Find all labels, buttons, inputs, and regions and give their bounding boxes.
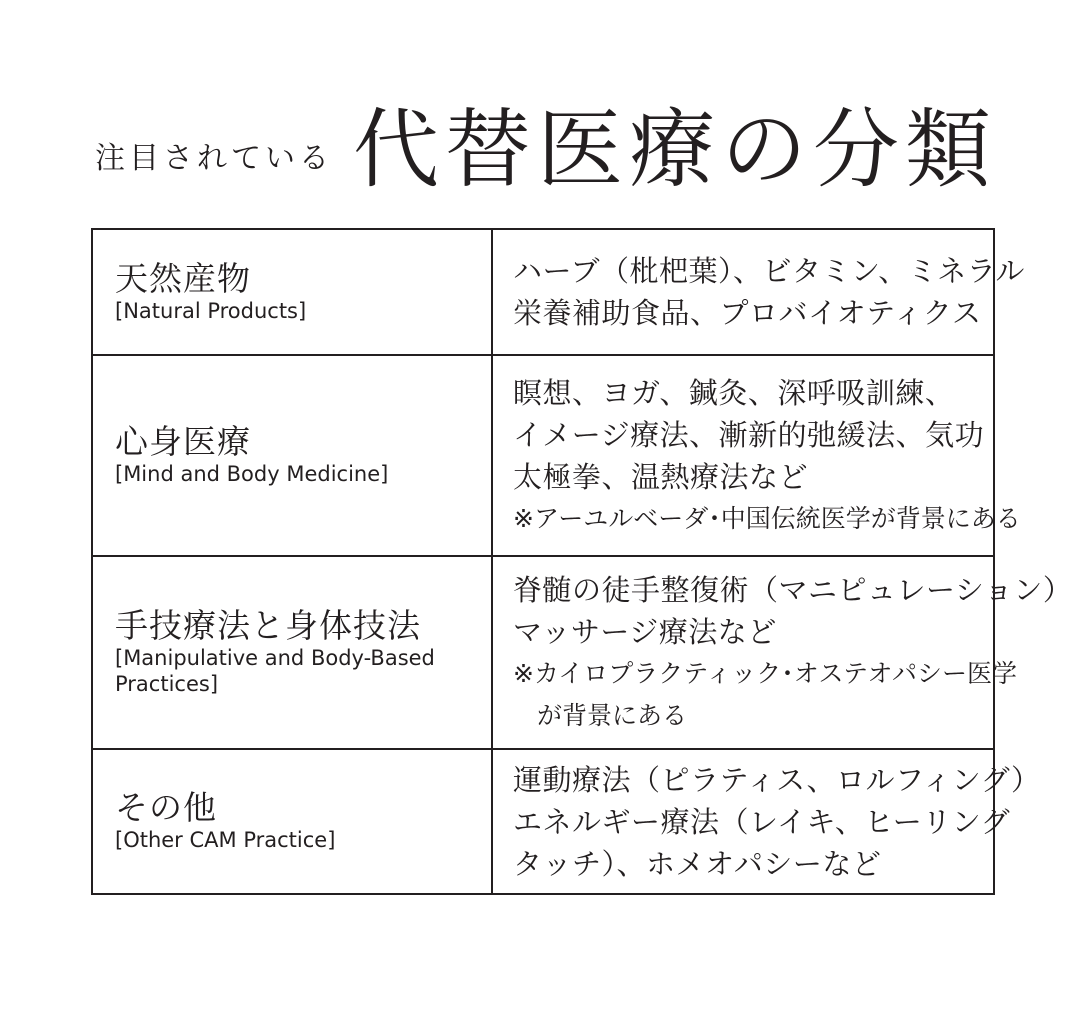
- description-line: 栄養補助食品、プロバイオティクス: [513, 296, 982, 330]
- category-name-en: [Other CAM Practice]: [115, 828, 336, 853]
- table-row: [92, 229, 994, 355]
- category-name-jp: 手技療法と身体技法: [115, 605, 421, 645]
- category-name-jp: 天然産物: [115, 258, 251, 298]
- description-cell: [492, 749, 1041, 894]
- description-line: 太極拳、温熱療法など: [513, 459, 809, 494]
- title-block: [95, 95, 1015, 205]
- page-title: 代替医療の分類: [353, 100, 997, 200]
- description-line: 運動療法（ピラティス、ロルフィング）: [513, 762, 1041, 797]
- description-note: ※アーユルベーダ･中国伝統医学が背景にある: [513, 503, 1021, 533]
- description-cell: [492, 355, 1021, 556]
- table-row: [92, 749, 994, 894]
- description-line: エネルギー療法（レイキ、ヒーリング: [513, 804, 1011, 839]
- category-name-en: [Mind and Body Medicine]: [115, 462, 389, 487]
- description-line: 瞑想、ヨガ、鍼灸、深呼吸訓練、: [513, 375, 955, 410]
- description-line: マッサージ療法など: [513, 614, 777, 649]
- category-name-jp: 心身医療: [115, 422, 251, 462]
- description-note: が背景にある: [537, 700, 688, 730]
- description-cell: [492, 229, 1025, 355]
- table-row: [92, 556, 994, 749]
- table-row: [92, 355, 994, 556]
- cam-classification-table: [91, 228, 1073, 895]
- page-subtitle: 注目されている: [95, 141, 333, 176]
- category-cell: [92, 749, 492, 894]
- category-cell: [92, 556, 492, 749]
- description-cell: [492, 556, 1073, 749]
- category-name-en: [Manipulative and Body-Based Practices]: [115, 645, 435, 697]
- description-line: ハーブ（枇杷葉）、ビタミン、ミネラル: [513, 254, 1025, 288]
- category-name-en: [Natural Products]: [115, 298, 307, 323]
- description-line: タッチ）、ホメオパシーなど: [513, 846, 882, 881]
- category-cell: [92, 229, 492, 355]
- category-name-jp: その他: [115, 788, 217, 828]
- description-note: ※カイロプラクティック･オステオパシー医学: [513, 658, 1017, 688]
- category-cell: [92, 355, 492, 556]
- description-line: 脊髄の徒手整復術（マニピュレーション）: [513, 572, 1073, 607]
- description-line: イメージ療法、漸新的弛緩法、気功: [513, 417, 985, 452]
